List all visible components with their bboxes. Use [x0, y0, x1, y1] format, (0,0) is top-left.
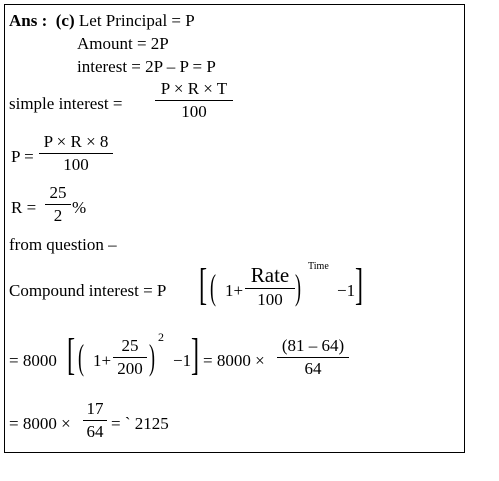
p-numerator: P × R × 8	[43, 132, 109, 151]
simple-interest-fraction	[155, 79, 233, 122]
calc-1-fraction	[113, 336, 147, 379]
time-exponent: Time	[308, 261, 329, 272]
interest-line: interest = 2P – P = P	[77, 57, 216, 76]
r-fraction	[45, 183, 71, 226]
left-paren: (	[210, 267, 216, 307]
ci-minus-one: −1	[337, 281, 356, 300]
calc-1-right-denominator: 64	[304, 359, 322, 378]
right-bracket: ]	[355, 260, 364, 309]
calc-1-denominator: 200	[117, 359, 143, 378]
answer-heading	[9, 11, 195, 31]
ans-label: Ans :	[9, 11, 48, 30]
calc-2-result: = ` 2125	[111, 414, 169, 433]
calc-2-denominator: 64	[86, 422, 104, 441]
si-numerator: P × R × T	[160, 79, 228, 98]
calc-1-minus-one: −1	[173, 351, 192, 370]
left-bracket: [	[199, 260, 208, 309]
calc-1-right-bracket: ]	[191, 330, 200, 379]
rate-denominator: 100	[257, 290, 283, 309]
calc-2-fraction	[83, 399, 107, 442]
si-denominator: 100	[181, 102, 207, 121]
option-label: (c)	[55, 11, 75, 30]
calc-1-equals-8000: = 8000 ×	[203, 351, 265, 370]
simple-interest-label: simple interest =	[9, 94, 123, 113]
calc-1-numerator: 25	[121, 336, 139, 355]
calc-1-one-plus: 1+	[93, 351, 112, 370]
calc-2-lhs: = 8000 ×	[9, 414, 71, 433]
right-paren: )	[295, 267, 301, 307]
r-label: R =	[11, 198, 37, 217]
calc-1-left-bracket: [	[67, 330, 76, 379]
compound-interest-label: Compound interest = P	[9, 281, 167, 300]
p-fraction	[39, 132, 113, 175]
calc-1-exponent: 2	[158, 330, 164, 344]
p-denominator: 100	[63, 155, 89, 174]
percent-sign: %	[72, 198, 87, 217]
p-label: P =	[11, 147, 34, 166]
calc-1-right-numerator: (81 – 64)	[281, 336, 345, 355]
answer-box	[4, 4, 465, 453]
let-principal-text: Let Principal = P	[78, 11, 195, 30]
calc-1-right-fraction	[277, 336, 349, 379]
ci-one-plus: 1+	[225, 281, 244, 300]
from-question-text: from question –	[9, 235, 117, 254]
calc-1-right-paren: )	[149, 337, 155, 377]
calc-1-lhs: = 8000	[9, 351, 57, 370]
calc-1-left-paren: (	[78, 337, 84, 377]
amount-line: Amount = 2P	[77, 34, 169, 53]
rate-numerator: Rate	[250, 263, 290, 287]
calc-2-numerator: 17	[86, 399, 104, 418]
r-denominator: 2	[53, 206, 63, 225]
r-numerator: 25	[49, 183, 67, 202]
rate-fraction	[245, 263, 295, 310]
